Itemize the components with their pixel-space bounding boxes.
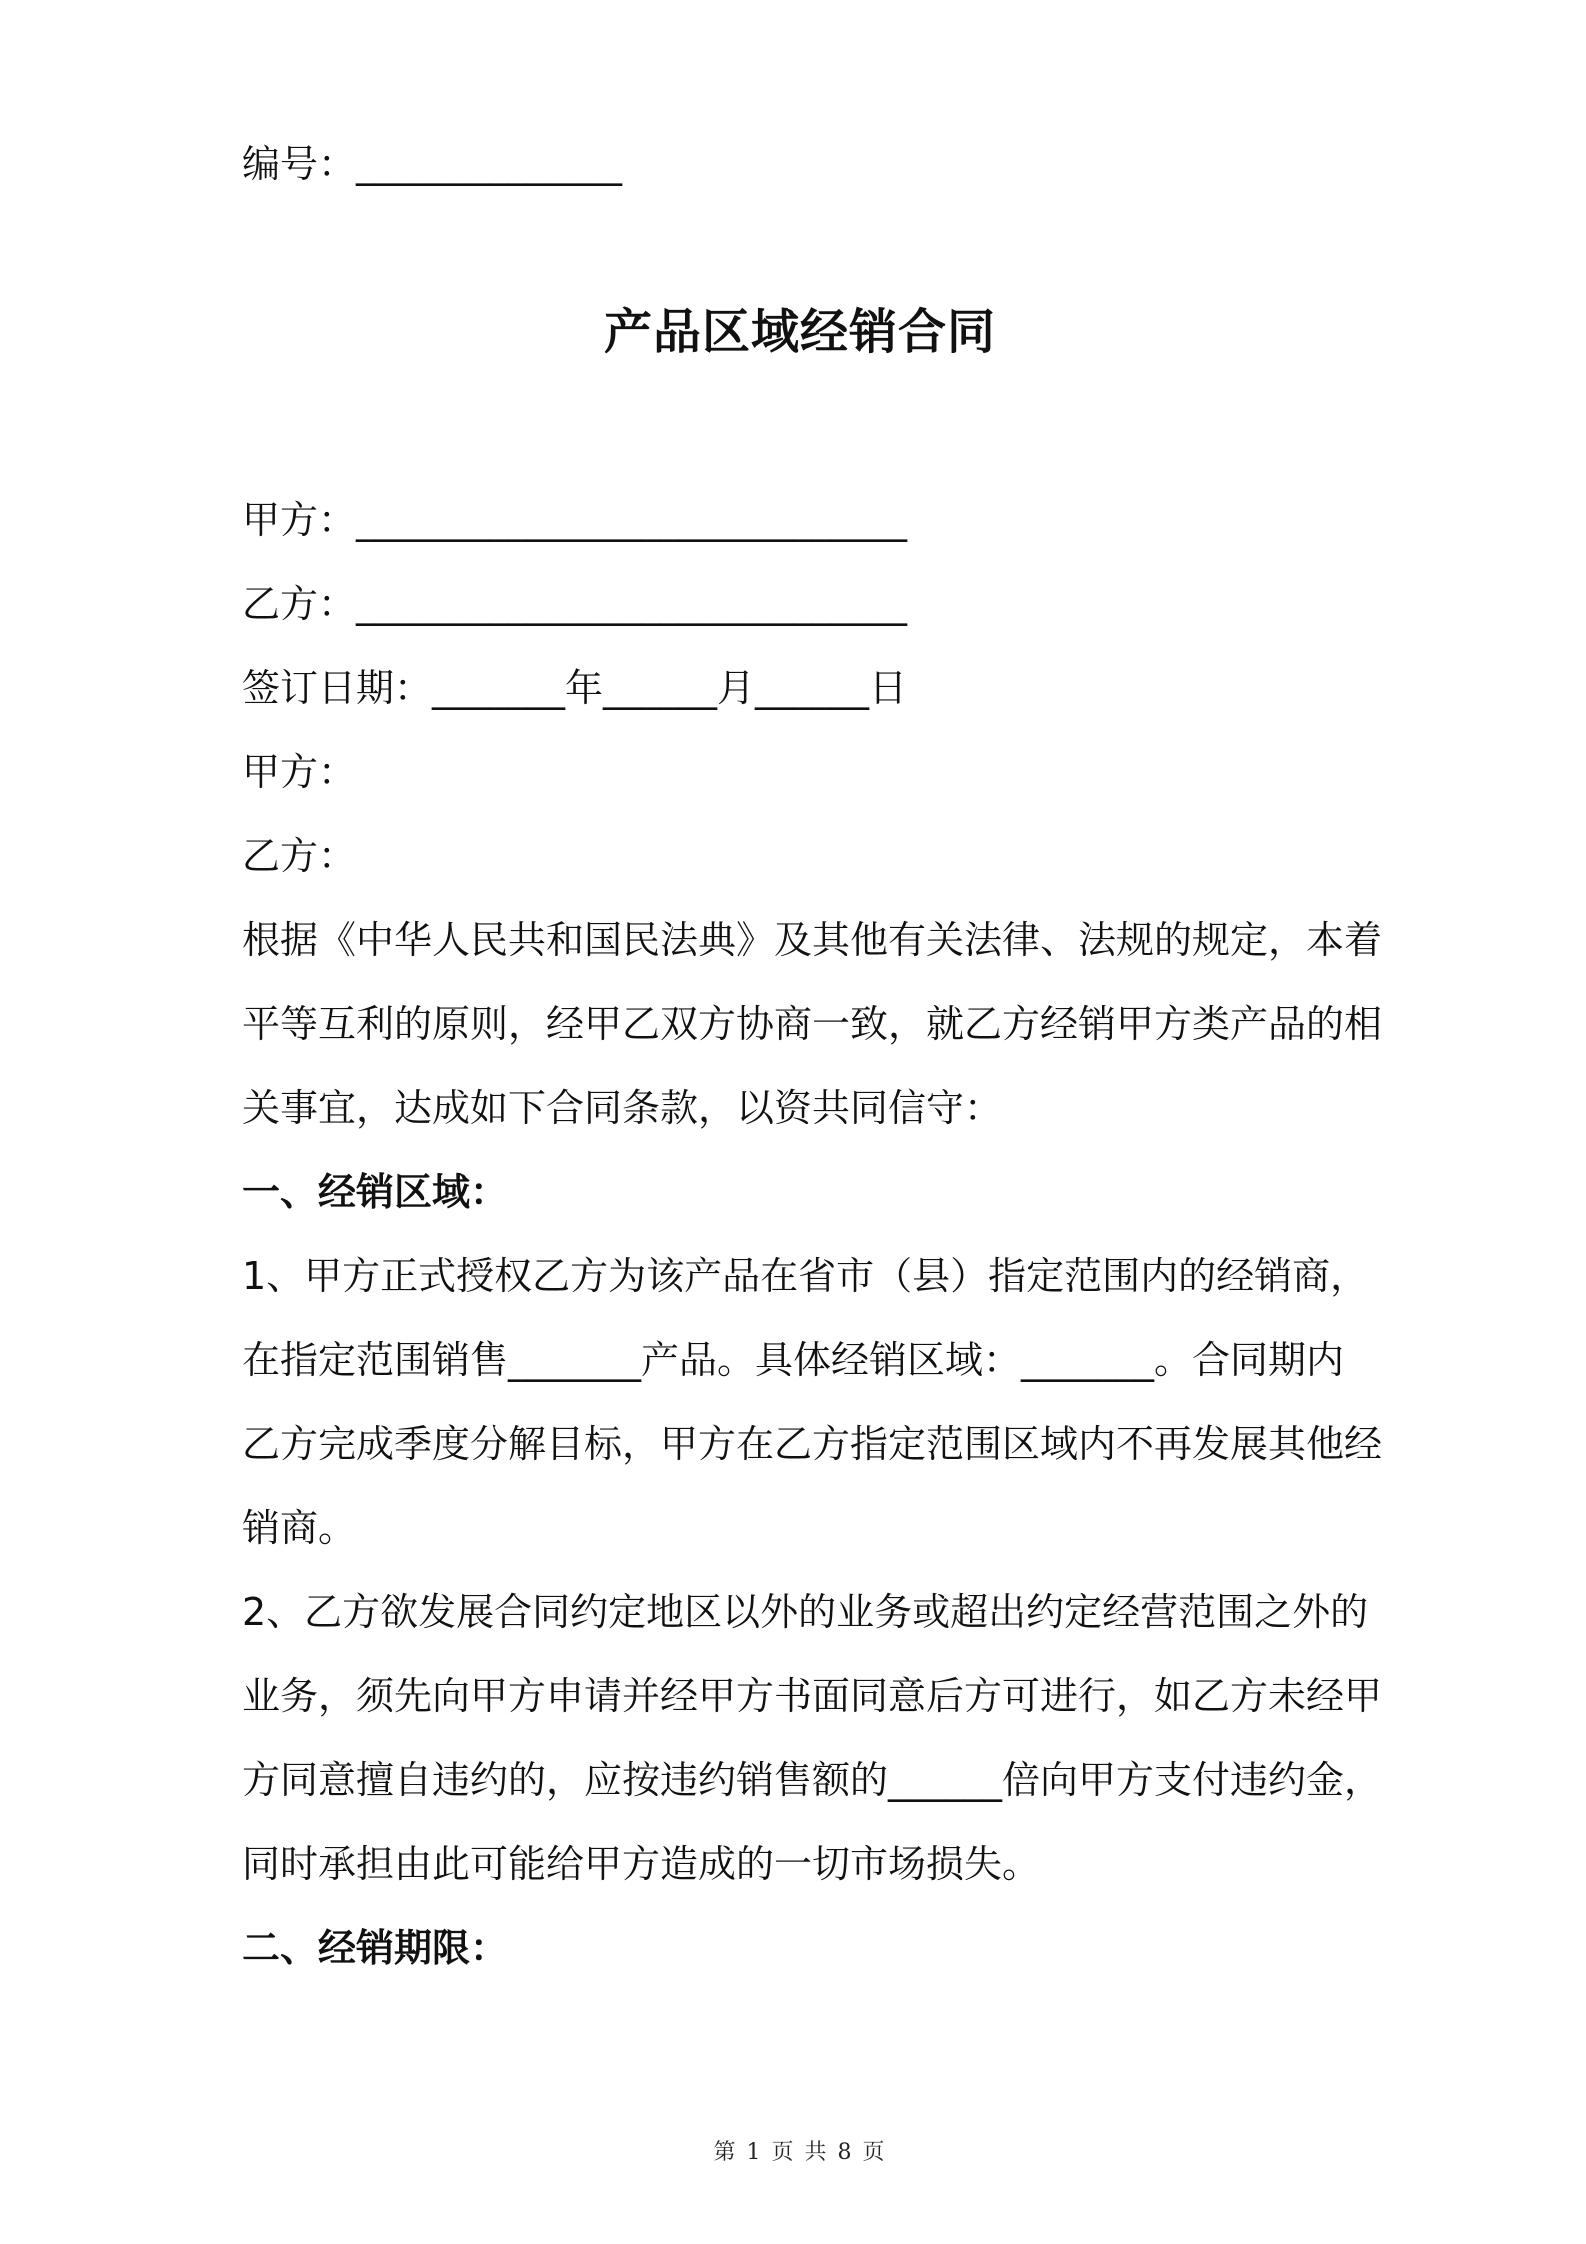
clause-2-line: 2、乙方欲发展合同约定地区以外的业务或超出约定经营范围之外的 (242, 1590, 1369, 1634)
clause-2-paragraph (242, 1570, 1383, 1906)
clause-2-line: 同时承担由此可能给甲方造成的一切市场损失。 (242, 1842, 1041, 1886)
section-1 (242, 1150, 1362, 1234)
clause-1-line: 在指定范围销售_______产品。具体经销区域：_______。合同期内 (242, 1338, 1345, 1382)
signing-date-line: 签订日期：_______年______月______日 (242, 666, 908, 710)
preamble-line: 平等互利的原则，经甲乙双方协商一致，就乙方经销甲方类产品的相 (242, 1002, 1383, 1046)
clause-1-line: 乙方完成季度分解目标，甲方在乙方指定范围区域内不再发展其他经 (242, 1422, 1383, 1466)
contract-number-line: 编号：______________ (242, 142, 623, 186)
document-title: 产品区域经销合同 (603, 304, 996, 360)
section-2 (242, 1906, 1362, 1990)
clause-2-line: 方同意擅自违约的，应按违约销售额的______倍向甲方支付违约金， (242, 1758, 1383, 1802)
page-footer: 第 1 页 共 8 页 (713, 2140, 887, 2165)
party-b-label: 乙方： (242, 834, 357, 878)
clause-1-line: 销商。 (242, 1506, 357, 1550)
preamble-line: 根据《中华人民共和国民法典》及其他有关法律、法规的规定，本着 (242, 918, 1383, 962)
preamble-paragraph (242, 898, 1383, 1150)
section-2-heading: 二、经销期限： (242, 1926, 509, 1970)
section-1-heading: 一、经销区域： (242, 1170, 509, 1214)
party-a-label: 甲方： (242, 750, 357, 794)
preamble-line: 关事宜，达成如下合同条款，以资共同信守： (242, 1086, 1003, 1130)
clause-1-paragraph (242, 1234, 1383, 1570)
clause-2-line: 业务，须先向甲方申请并经甲方书面同意后方可进行，如乙方未经甲 (242, 1674, 1383, 1718)
party-a-blank-line: 甲方：_____________________________ (242, 498, 908, 542)
party-b-blank-line: 乙方：_____________________________ (242, 582, 908, 626)
clause-1-line: 1、甲方正式授权乙方为该产品在省市（县）指定范围内的经销商， (242, 1254, 1369, 1298)
